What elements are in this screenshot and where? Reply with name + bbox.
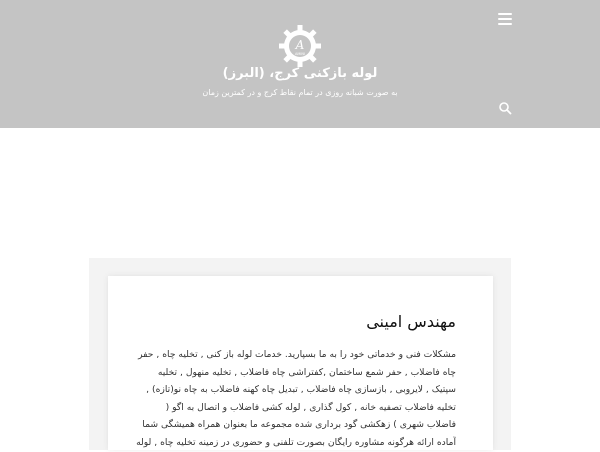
article-body [110, 346, 456, 452]
article-line: چاه فاضلاب , حفر شمع ساختمان ,کفتراشی چاه فاضلاب , تخلیه منهول , تخلیه [157, 366, 456, 378]
article-line: تخلیه فاضلاب تصفیه خانه , کول گذاری , لوله کشی فاضلاب و اتصال به اگو ( [165, 401, 456, 413]
svg-text:A: A [295, 38, 305, 52]
article-line: مشکلات فنی و خدماتی خود را به ما بسپارید. خدمات لوله باز کنی , تخلیه چاه , حفر [138, 349, 456, 360]
search-icon[interactable] [498, 101, 512, 115]
article-title: مهندس امینی [366, 312, 456, 331]
site-description: به صورت شبانه روزی در تمام نقاط کرج و در کمترین زمان [202, 88, 398, 97]
article-card [108, 276, 493, 450]
hamburger-menu-icon[interactable] [498, 13, 512, 25]
site-header [0, 0, 600, 128]
gear-logo-icon[interactable] [278, 24, 322, 68]
site-title[interactable]: لوله بازکنی کرج، (البرز) [222, 66, 378, 81]
article-line: آماده ارائه هرگونه مشاوره رایگان بصورت تلفنی و حضوری در زمینه تخلیه چاه , لوله [136, 436, 456, 448]
article-line: فاضلاب شهری ) زهکشی گود برداری شده مجموعه ما بعنوان همراه همیشگی شما [142, 419, 456, 431]
logo-text: AMINI [294, 52, 306, 56]
article-line: سپتیک , لایروبی , بازسازی چاه فاضلاب , تبدیل چاه کهنه فاضلاب به چاه نو(تازه) , [146, 384, 456, 396]
